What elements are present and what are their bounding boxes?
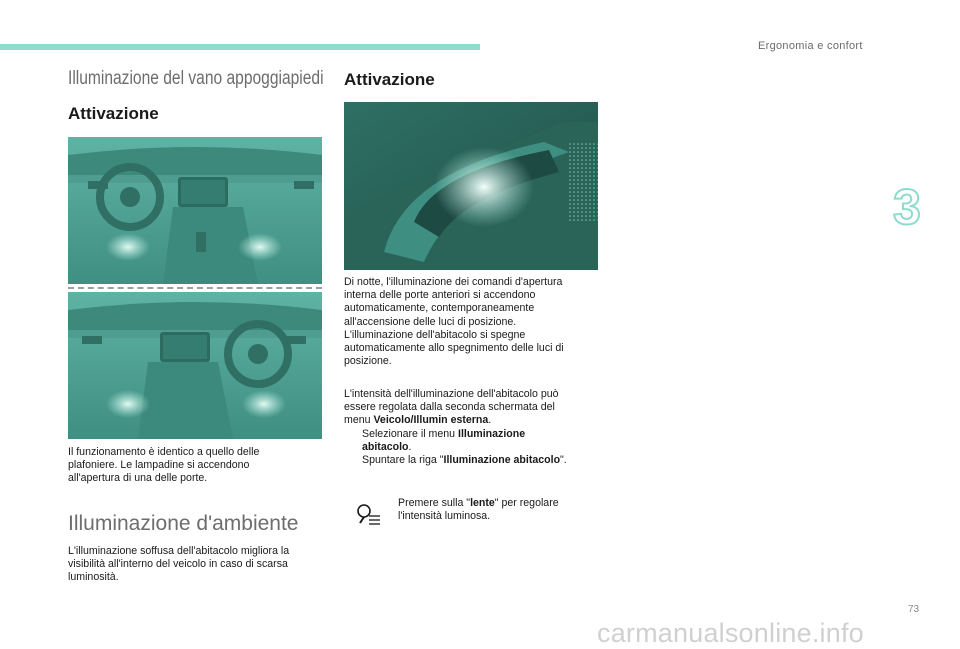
text-line: L'illuminazione soffusa dell'abitacolo migliora la [68, 545, 290, 557]
text: . [408, 440, 412, 453]
text-line: Di notte, l'illuminazione dei comandi d'apertura [344, 276, 563, 288]
activation-paragraph [344, 276, 604, 368]
text: Premere sulla " [398, 497, 471, 509]
menu-line [344, 414, 606, 427]
text: . [488, 414, 492, 427]
text-line: luminosità. [68, 571, 119, 584]
heading-activation-left: Attivazione [68, 104, 159, 123]
text: Selezionare il menu [362, 427, 458, 440]
text-line: essere regolata dalla seconda schermata del [344, 401, 555, 414]
accent-bar [0, 44, 480, 50]
text-line: L'illuminazione dell'abitacolo si spegne [344, 328, 526, 341]
text: Spuntare la riga " [362, 454, 444, 467]
bullet-spacer [344, 441, 362, 454]
menu-item: abitacolo [362, 440, 409, 453]
footwell-caption [68, 446, 324, 486]
lens-term: lente [470, 497, 495, 509]
text-line: Il funzionamento è identico a quello delle [68, 446, 260, 458]
text-line: posizione. [344, 355, 392, 368]
bullet-text [362, 454, 567, 467]
bullet-text [362, 441, 411, 454]
ambient-text [68, 545, 328, 585]
dashboard-rhd-image [68, 292, 322, 439]
section-title: Illuminazione del vano appoggiapiedi [68, 68, 324, 89]
menu-path: Veicolo/Illumin esterna [373, 414, 489, 427]
dashboard-lhd-image [68, 137, 322, 284]
intensity-paragraph [344, 388, 606, 467]
page-number: 73 [908, 604, 920, 615]
chapter-title: Ergonomia e confort [758, 40, 863, 52]
text: menu [344, 414, 374, 427]
ambient-heading: Illuminazione d'ambiente [68, 512, 299, 535]
text-line: all'apertura di una delle porte. [68, 472, 208, 485]
watermark: carmanualsonline.info [597, 618, 864, 648]
bullet-text [362, 428, 525, 441]
chapter-number: 3 [893, 179, 921, 235]
text-line: all'accensione delle luci di posizione. [344, 315, 517, 328]
text-line: interna delle porte anteriori si accendono [344, 289, 536, 302]
menu-item: Illuminazione [458, 427, 526, 440]
text-line: visibilità all'interno del veicolo in caso di scarsa [68, 558, 288, 571]
note-line [398, 497, 598, 510]
note-line: l'intensità luminosa. [398, 510, 491, 523]
bullet-item [344, 454, 606, 467]
text-line: L'intensità dell'illuminazione dell'abitacolo può [344, 388, 559, 400]
door-handle-image [344, 102, 598, 270]
magnifier-note [398, 497, 598, 523]
bullet-continuation [344, 441, 606, 454]
bullet-arrow-icon [344, 428, 362, 441]
bullet-arrow-icon [344, 454, 362, 467]
bullet-item [344, 428, 606, 441]
text: ". [560, 454, 567, 467]
option-name: Illuminazione abitacolo [443, 454, 561, 467]
text-line: automaticamente, contemporaneamente [344, 302, 535, 315]
heading-activation-right: Attivazione [344, 70, 435, 89]
magnifier-icon [356, 503, 382, 527]
text-line: automaticamente allo spegnimento delle luci di [344, 342, 564, 355]
text-line: plafoniere. Le lampadine si accendono [68, 459, 250, 472]
image-divider [68, 287, 322, 289]
text: " per regolare [494, 497, 559, 509]
